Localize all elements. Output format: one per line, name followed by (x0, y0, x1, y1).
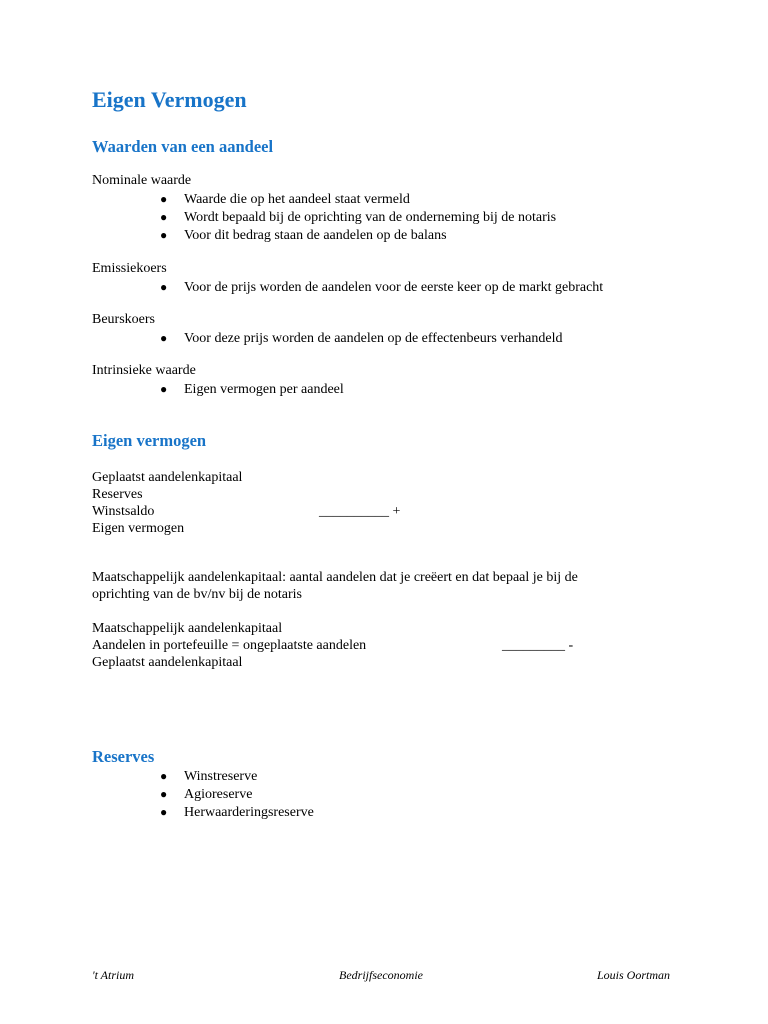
page-title: Eigen Vermogen (92, 87, 247, 112)
sum-underline: __________ + (319, 504, 401, 519)
list-item: ● Winstreserve (160, 769, 258, 784)
bullet-icon: ● (160, 331, 168, 345)
definition-text: oprichting van de bv/nv bij de notaris (92, 587, 302, 602)
footer-right: Louis Oortman (597, 968, 671, 982)
definition-text: Maatschappelijk aandelenkapitaal: aantal aandelen dat je creëert en dat bepaal je bij de (92, 570, 578, 585)
bullet-icon: ● (160, 192, 168, 206)
subtract-underline: _________ - (502, 638, 574, 653)
list-item: ● Voor dit bedrag staan de aandelen op de balans (160, 228, 447, 243)
list-item: ● Wordt bepaald bij de oprichting van de onderneming bij de notaris (160, 210, 557, 225)
calc-line: Geplaatst aandelenkapitaal (92, 470, 243, 485)
group-label-emissiekoers: Emissiekoers (92, 261, 167, 276)
calc-line: Maatschappelijk aandelenkapitaal (92, 621, 283, 636)
footer-center: Bedrijfseconomie (339, 968, 423, 982)
bullet-icon: ● (160, 228, 168, 242)
list-item: ● Agioreserve (160, 787, 253, 802)
section-heading-eigen-vermogen: Eigen vermogen (92, 431, 207, 450)
bullet-icon: ● (160, 210, 168, 224)
bullet-icon: ● (160, 382, 168, 396)
list-item: ● Waarde die op het aandeel staat vermeld (160, 192, 410, 207)
group-label-beurskoers: Beurskoers (92, 312, 155, 327)
list-item: ● Eigen vermogen per aandeel (160, 382, 344, 397)
footer-left: 't Atrium (92, 968, 135, 982)
calc-line: Reserves (92, 487, 143, 502)
group-label-intrinsieke-waarde: Intrinsieke waarde (92, 363, 196, 378)
calc-result: Geplaatst aandelenkapitaal (92, 655, 243, 670)
calc-result: Eigen vermogen (92, 521, 185, 536)
section-heading-reserves: Reserves (92, 747, 155, 766)
list-item: ● Herwaarderingsreserve (160, 805, 314, 820)
bullet-icon: ● (160, 280, 168, 294)
calc-line: Winstsaldo (92, 504, 155, 519)
section-heading-waarden: Waarden van een aandeel (92, 137, 274, 156)
bullet-icon: ● (160, 787, 168, 801)
bullet-icon: ● (160, 805, 168, 819)
bullet-icon: ● (160, 769, 168, 783)
list-item: ● Voor deze prijs worden de aandelen op de effectenbeurs verhandeld (160, 331, 563, 346)
calc-line: Aandelen in portefeuille = ongeplaatste aandelen (92, 638, 367, 653)
list-item: ● Voor de prijs worden de aandelen voor de eerste keer op de markt gebracht (160, 280, 604, 295)
group-label-nominale-waarde: Nominale waarde (92, 173, 192, 188)
